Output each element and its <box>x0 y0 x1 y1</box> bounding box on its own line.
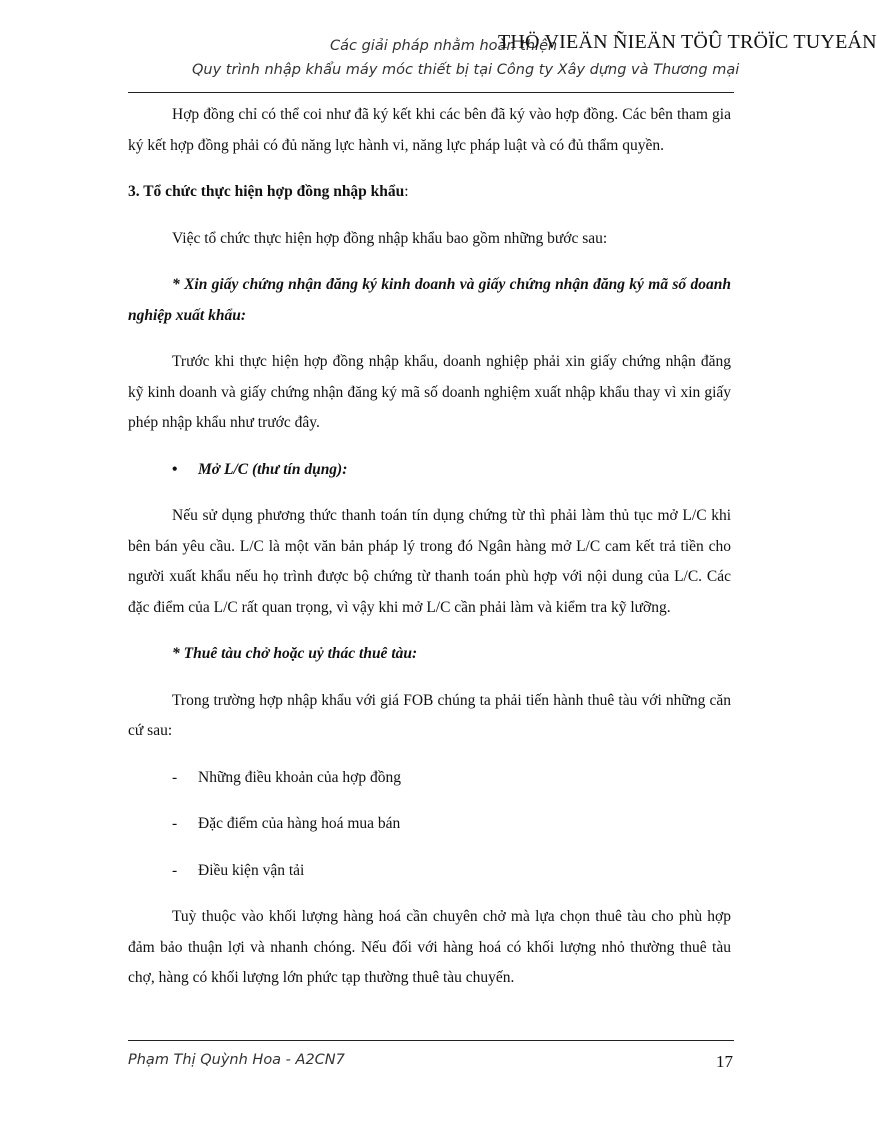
subheading-ship-chartering: * Thuê tàu chở hoặc uỷ thác thuê tàu: <box>172 645 418 662</box>
list-item-text: Những điều khoản của hợp đồng <box>198 768 401 786</box>
dash-icon: - <box>172 861 178 879</box>
list-item <box>172 809 731 840</box>
section-heading-3 <box>128 177 731 208</box>
subheading-business-license: * Xin giấy chứng nhận đăng ký kinh doanh và giấy chứng nhận đăng ký mã số doanh nghiệp xuất khẩu: <box>128 276 731 324</box>
list-item-text: Điều kiện vận tải <box>198 861 305 879</box>
list-item-text: Đặc điểm của hàng hoá mua bán <box>198 815 401 832</box>
header-title-line2: Quy trình nhập khẩu máy móc thiết bị tại Công ty Xây dựng và Thương mại <box>192 62 740 78</box>
dash-icon: - <box>172 768 178 786</box>
list-item <box>172 763 731 794</box>
paragraph-contract-signing: Hợp đồng chỉ có thể coi như đã ký kết khi các bên đã ký vào hợp đồng. Các bên tham gia ký kết hợp đồng phải có đủ năng lực hành vi, năng lực pháp luật và có đủ thẩm quyền. <box>128 106 731 154</box>
subheading-open-lc <box>172 455 731 486</box>
paragraph-ship-chartering: Trong trường hợp nhập khẩu với giá FOB chúng ta phải tiến hành thuê tàu với những căn cứ sau: <box>128 691 731 739</box>
paragraph-charter-choice: Tuỳ thuộc vào khối lượng hàng hoá cần chuyên chở mà lựa chọn thuê tàu cho phù hợp đảm bảo thuận lợi và nhanh chóng. Nếu đối với hàng hoá có khối lượng nhỏ thường thuê tàu chợ, hàng có khối lượng lớn phức tạp thường thuê tàu chuyến. <box>128 908 731 986</box>
subheading-open-lc-text: Mở L/C (thư tín dụng): <box>198 460 348 478</box>
page-number: 17 <box>716 1052 733 1071</box>
section-heading-text: 3. Tổ chức thực hiện hợp đồng nhập khẩu <box>128 183 405 200</box>
header-divider <box>128 92 734 93</box>
list-item <box>172 856 731 887</box>
header-title-line1: Các giải pháp nhằm hoàn thiện <box>330 38 558 54</box>
paragraph-open-lc: Nếu sử dụng phương thức thanh toán tín dụng chứng từ thì phải làm thủ tục mở L/C khi bên bán yêu cầu. L/C là một văn bản pháp lý trong đó Ngân hàng mở L/C cam kết trả tiền cho người xuất khẩu nếu họ trình được bộ chứng từ thanh toán phù hợp với nội dung của L/C. Các đặc điểm của L/C rất quan trọng, vì vậy khi mở L/C cần phải làm và kiểm tra kỹ lưỡng. <box>128 507 731 616</box>
paragraph-steps-intro: Việc tổ chức thực hiện hợp đồng nhập khẩu bao gồm những bước sau: <box>172 229 608 247</box>
footer-author: Phạm Thị Quỳnh Hoa - A2CN7 <box>128 1052 345 1068</box>
bullet-icon: • <box>172 460 178 478</box>
watermark-text: THÖ VIEÄN ÑIEÄN TÖÛ TRÖÏC TUYEÁN <box>498 31 877 53</box>
document-body <box>128 100 731 994</box>
section-heading-colon: : <box>404 183 409 200</box>
footer-divider <box>128 1040 734 1041</box>
paragraph-business-license: Trước khi thực hiện hợp đồng nhập khẩu, doanh nghiệp phải xin giấy chứng nhận đăng kỹ kinh doanh và giấy chứng nhận đăng ký mã số doanh nghiệm xuất nhập khẩu thay vì xin giấy phép nhập khẩu như trước đây. <box>128 353 731 431</box>
dash-icon: - <box>172 815 178 832</box>
